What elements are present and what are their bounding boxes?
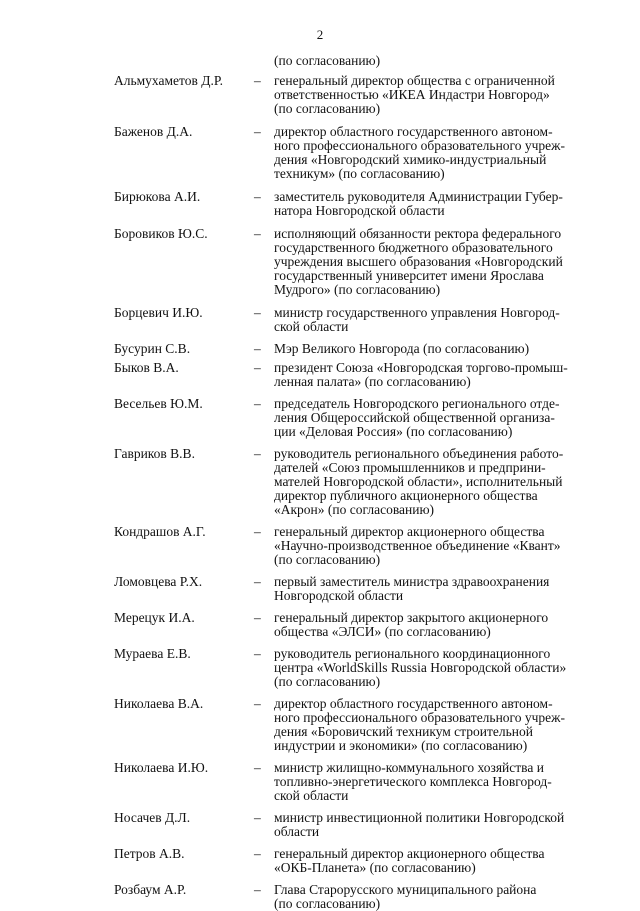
position-line: (по согласованию) <box>274 896 381 911</box>
list-item <box>0 761 640 803</box>
separator-dash: – <box>254 226 261 241</box>
position-line: индустрии и экономики» (по согласованию) <box>274 738 528 753</box>
position-line: президент Союза «Новгородская торгово-промыш- <box>274 360 568 375</box>
position-line: исполняющий обязанности ректора федерального <box>274 226 562 241</box>
list-item <box>0 647 640 689</box>
list-item <box>0 227 640 297</box>
separator-dash: – <box>254 396 261 411</box>
position-line: государственного бюджетного образовательного <box>274 240 553 255</box>
member-name: Альмухаметов Д.Р. <box>114 73 224 88</box>
list-item <box>0 697 640 753</box>
position-line: (по согласованию) <box>274 101 381 116</box>
position-line: генеральный директор общества с ограниченной <box>274 73 555 88</box>
separator-dash: – <box>254 760 261 775</box>
list-item <box>0 883 640 911</box>
member-name: Мерецук И.А. <box>114 610 195 625</box>
member-position <box>274 525 614 567</box>
member-list <box>0 74 640 911</box>
separator-dash: – <box>254 846 261 861</box>
list-item <box>0 342 640 356</box>
list-item <box>0 74 640 116</box>
list-item <box>0 575 640 603</box>
member-name: Петров А.В. <box>114 846 185 861</box>
member-name: Ломовцева Р.Х. <box>114 574 203 589</box>
member-name: Боровиков Ю.С. <box>114 226 208 241</box>
position-line: ции «Деловая Россия» (по согласованию) <box>274 424 513 439</box>
separator-dash: – <box>254 882 261 897</box>
list-item <box>0 811 640 839</box>
member-position <box>274 306 614 334</box>
position-line: руководитель регионального координационного <box>274 646 551 661</box>
member-position <box>274 74 614 116</box>
member-position <box>274 647 614 689</box>
member-position <box>274 697 614 753</box>
position-line: учреждения высшего образования «Новгородский <box>274 254 563 269</box>
member-position <box>274 447 614 517</box>
separator-dash: – <box>254 360 261 375</box>
position-line: мателей Новгородской области», исполнительный <box>274 474 563 489</box>
position-line: директор областного государственного автоном- <box>274 124 553 139</box>
position-line: государственный университет имени Ярослава <box>274 268 544 283</box>
position-line: ответственностью «ИКЕА Индастри Новгород» <box>274 87 550 102</box>
position-line: «Научно-производственное объединение «Квант» <box>274 538 561 553</box>
list-item <box>0 525 640 567</box>
list-item <box>0 361 640 389</box>
member-position <box>274 190 614 218</box>
position-line: (по согласованию) <box>274 674 381 689</box>
position-line: директор публичного акционерного общества <box>274 488 538 503</box>
list-item <box>0 397 640 439</box>
list-item <box>0 190 640 218</box>
position-line: дателей «Союз промышленников и предприни- <box>274 460 546 475</box>
member-name: Баженов Д.А. <box>114 124 193 139</box>
position-line: министр государственного управления Новгород- <box>274 305 560 320</box>
position-line: «Акрон» (по согласованию) <box>274 502 435 517</box>
separator-dash: – <box>254 73 261 88</box>
member-position <box>274 611 614 639</box>
member-position <box>274 847 614 875</box>
page-number: 2 <box>316 27 324 42</box>
separator-dash: – <box>254 610 261 625</box>
position-line: ного профессионального образовательного учреж- <box>274 710 565 725</box>
member-name: Николаева В.А. <box>114 696 204 711</box>
separator-dash: – <box>254 189 261 204</box>
separator-dash: – <box>254 124 261 139</box>
member-name: Гавриков В.В. <box>114 446 195 461</box>
position-line: топливно-энергетического комплекса Новгород- <box>274 774 552 789</box>
member-name: Бусурин С.В. <box>114 341 191 356</box>
position-line: Мудрого» (по согласованию) <box>274 282 441 297</box>
member-name: Николаева И.Ю. <box>114 760 209 775</box>
separator-dash: – <box>254 446 261 461</box>
position-line: Мэр Великого Новгорода (по согласованию) <box>274 341 530 356</box>
position-line: генеральный директор акционерного общества <box>274 524 545 539</box>
position-line: дения «Новгородский химико-индустриальный <box>274 152 547 167</box>
position-line: руководитель регионального объединения работо- <box>274 446 564 461</box>
position-line: первый заместитель министра здравоохранения <box>274 574 550 589</box>
member-name: Борцевич И.Ю. <box>114 305 203 320</box>
separator-dash: – <box>254 524 261 539</box>
list-item <box>0 611 640 639</box>
member-name: Быков В.А. <box>114 360 179 375</box>
member-position <box>274 361 614 389</box>
member-position <box>274 761 614 803</box>
separator-dash: – <box>254 574 261 589</box>
position-line: ного профессионального образовательного учреж- <box>274 138 565 153</box>
member-position <box>274 883 614 911</box>
separator-dash: – <box>254 305 261 320</box>
position-line: генеральный директор акционерного общества <box>274 846 545 861</box>
position-line: ления Общероссийской общественной организа- <box>274 410 555 425</box>
member-name: Мураева Е.В. <box>114 646 191 661</box>
member-position <box>274 227 614 297</box>
position-line: ленная палата» (по согласованию) <box>274 374 471 389</box>
member-position <box>274 811 614 839</box>
position-line: центра «WorldSkills Russia Новгородской области» <box>274 660 567 675</box>
position-line: генеральный директор закрытого акционерного <box>274 610 549 625</box>
position-line: заместитель руководителя Администрации Губер- <box>274 189 563 204</box>
separator-dash: – <box>254 341 261 356</box>
position-line: «ОКБ-Планета» (по согласованию) <box>274 860 476 875</box>
position-line: ской области <box>274 788 349 803</box>
position-line: министр инвестиционной политики Новгородской <box>274 810 565 825</box>
separator-dash: – <box>254 810 261 825</box>
position-line: (по согласованию) <box>274 552 381 567</box>
member-name: Бирюкова А.И. <box>114 189 201 204</box>
position-line: ской области <box>274 319 349 334</box>
position-line: техникум» (по согласованию) <box>274 166 445 181</box>
position-line: Новгородской области <box>274 588 404 603</box>
position-line: общества «ЭЛСИ» (по согласованию) <box>274 624 491 639</box>
list-item <box>0 447 640 517</box>
list-item <box>0 125 640 181</box>
list-item <box>0 847 640 875</box>
position-line: председатель Новгородского регионального отде- <box>274 396 560 411</box>
member-position <box>274 125 614 181</box>
member-name: Розбаум А.Р. <box>114 882 187 897</box>
continuation-line: (по согласованию) <box>274 53 381 68</box>
member-name: Весельев Ю.М. <box>114 396 203 411</box>
member-position <box>274 397 614 439</box>
list-item <box>0 306 640 334</box>
separator-dash: – <box>254 696 261 711</box>
position-line: области <box>274 824 320 839</box>
member-name: Кондрашов А.Г. <box>114 524 206 539</box>
member-position <box>274 342 614 356</box>
position-line: министр жилищно-коммунального хозяйства и <box>274 760 544 775</box>
position-line: натора Новгородской области <box>274 203 445 218</box>
member-position <box>274 575 614 603</box>
position-line: Глава Старорусского муниципального района <box>274 882 537 897</box>
position-line: директор областного государственного автоном- <box>274 696 553 711</box>
position-line: дения «Боровичский техникум строительной <box>274 724 533 739</box>
separator-dash: – <box>254 646 261 661</box>
member-name: Носачев Д.Л. <box>114 810 191 825</box>
